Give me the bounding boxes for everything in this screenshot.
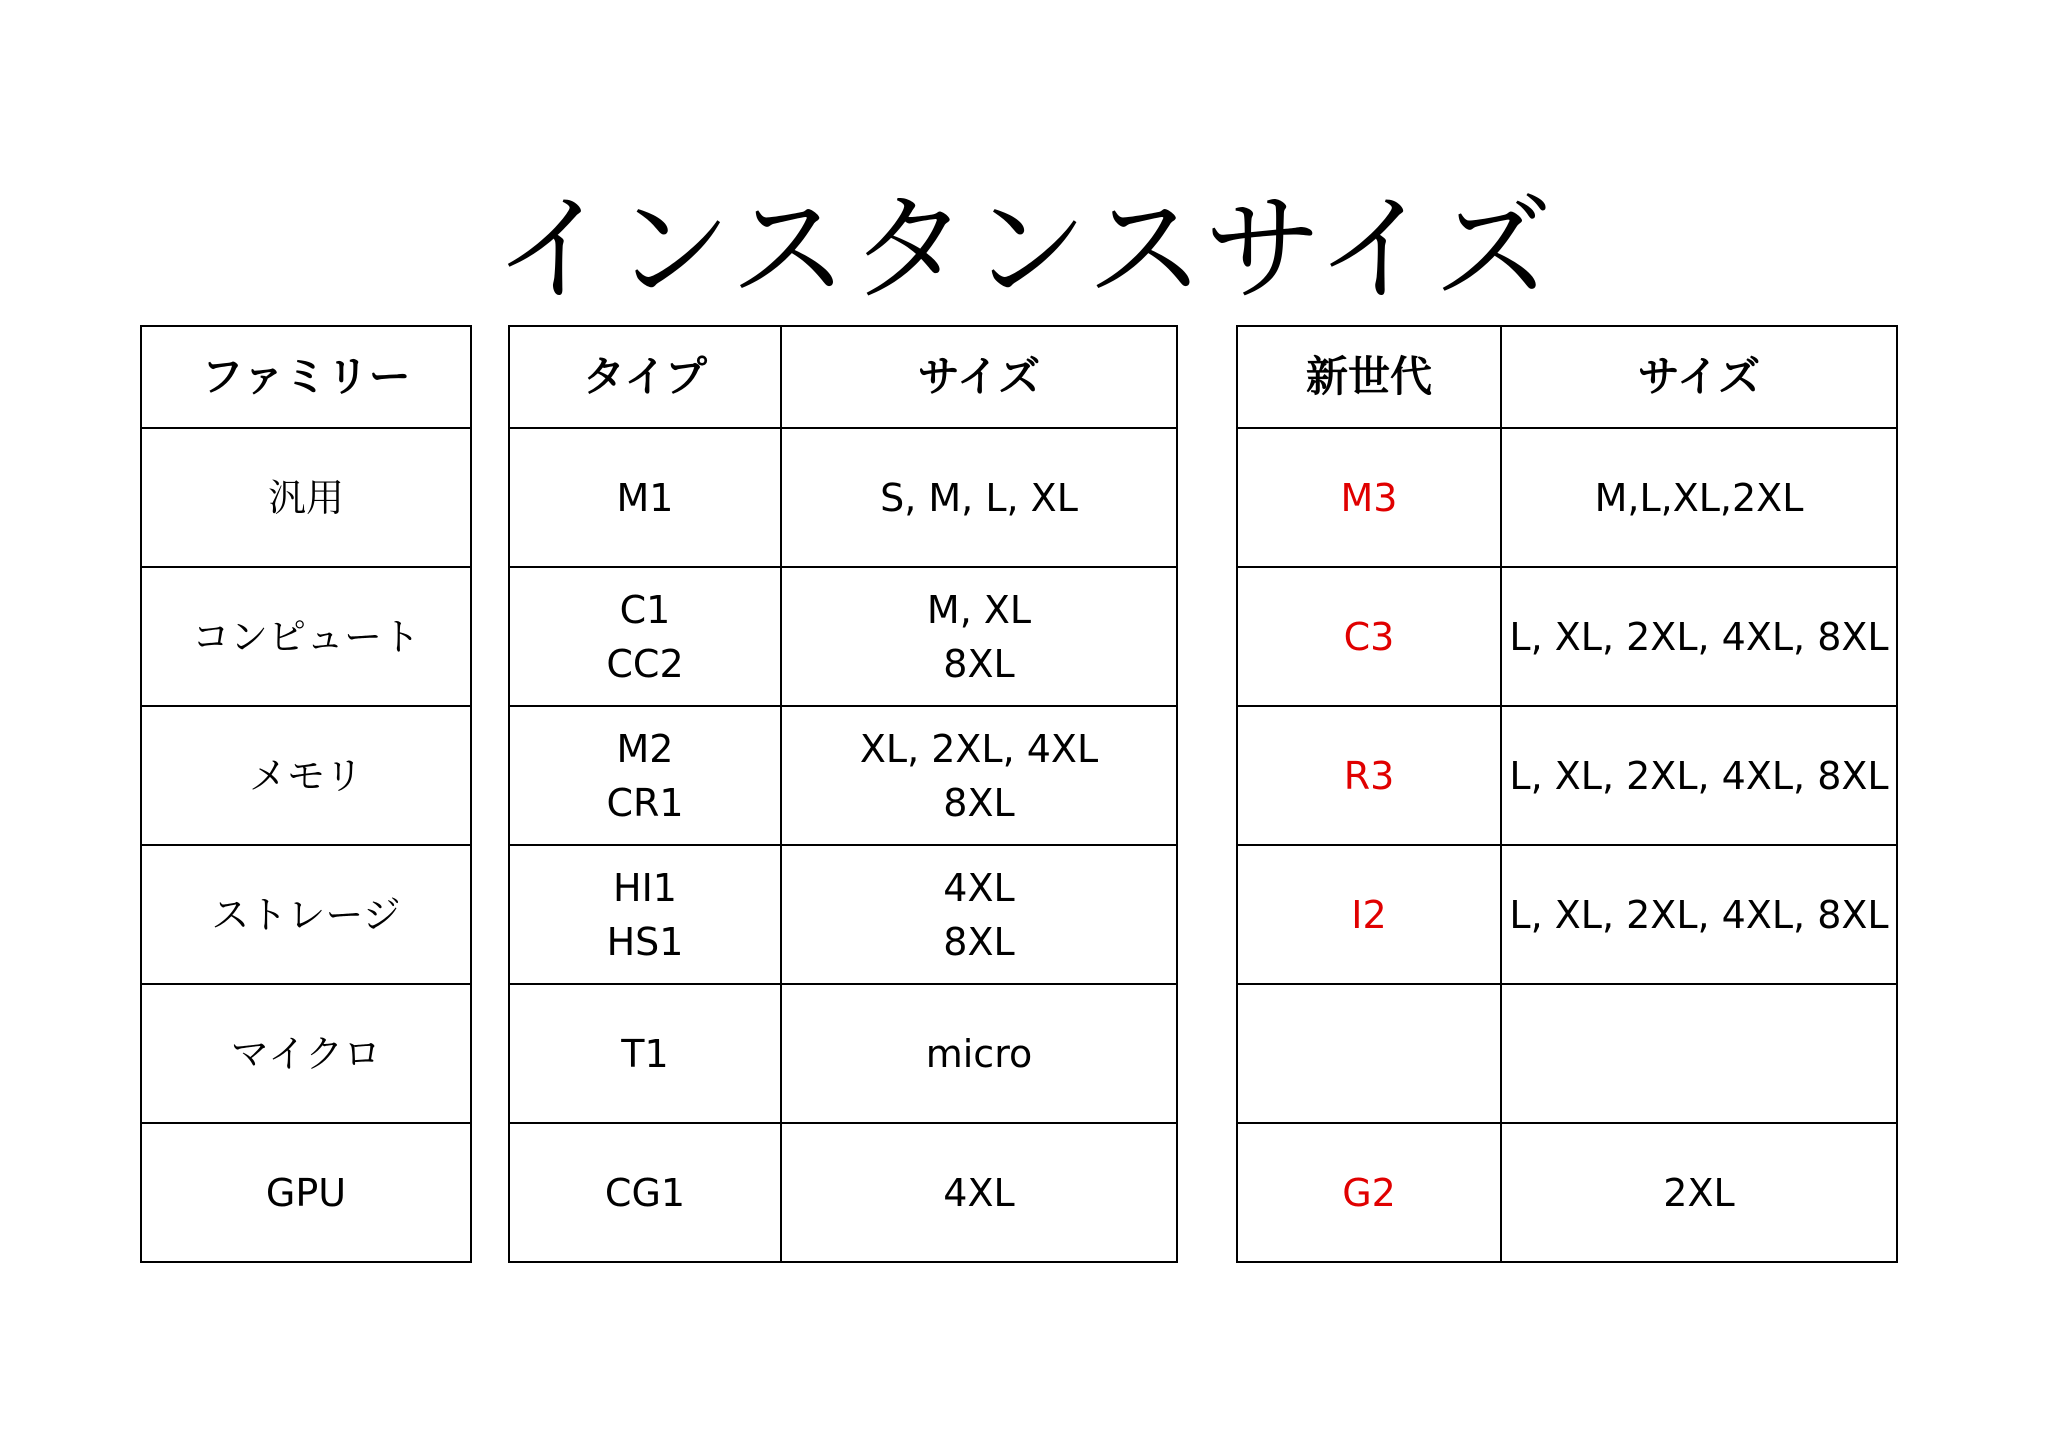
- size-value: 8XL: [943, 919, 1015, 964]
- size-value: XL, 2XL, 4XL: [859, 726, 1099, 771]
- size-header: サイズ: [781, 326, 1177, 428]
- new-size-cell: L, XL, 2XL, 4XL, 8XL: [1501, 845, 1897, 984]
- family-cell: ストレージ: [141, 845, 471, 984]
- family-cell: 汎用: [141, 428, 471, 567]
- type-cell: [509, 984, 781, 1123]
- type-size-table: [508, 325, 1178, 1263]
- size-value: micro: [925, 1031, 1033, 1076]
- type-cell: [509, 567, 781, 706]
- family-table: [140, 325, 472, 1263]
- new-generation-table: [1236, 325, 1898, 1263]
- size-value: M, XL: [926, 587, 1032, 632]
- type-value: HS1: [606, 919, 684, 964]
- type-cell: [509, 428, 781, 567]
- type-cell: [509, 706, 781, 845]
- new-generation-cell: [1237, 984, 1501, 1123]
- size-value: 4XL: [943, 1170, 1015, 1215]
- new-generation-cell: G2: [1237, 1123, 1501, 1262]
- new-size-cell: [1501, 984, 1897, 1123]
- type-header: タイプ: [509, 326, 781, 428]
- size-cell: [781, 984, 1177, 1123]
- type-value: CG1: [604, 1170, 686, 1215]
- type-value: M1: [616, 475, 674, 520]
- type-value: T1: [621, 1031, 669, 1076]
- family-cell: マイクロ: [141, 984, 471, 1123]
- size-cell: [781, 706, 1177, 845]
- new-size-cell: M,L,XL,2XL: [1501, 428, 1897, 567]
- type-cell: [509, 1123, 781, 1262]
- type-value: C1: [619, 587, 671, 632]
- size-cell: [781, 845, 1177, 984]
- new-generation-header: 新世代: [1237, 326, 1501, 428]
- new-size-header: サイズ: [1501, 326, 1897, 428]
- new-size-cell: L, XL, 2XL, 4XL, 8XL: [1501, 706, 1897, 845]
- family-cell: GPU: [141, 1123, 471, 1262]
- size-value: 8XL: [943, 780, 1015, 825]
- new-size-cell: L, XL, 2XL, 4XL, 8XL: [1501, 567, 1897, 706]
- size-value: 4XL: [943, 865, 1015, 910]
- new-generation-cell: C3: [1237, 567, 1501, 706]
- size-cell: [781, 1123, 1177, 1262]
- size-value: S, M, L, XL: [880, 475, 1078, 520]
- family-header: ファミリー: [141, 326, 471, 428]
- type-value: CR1: [606, 780, 684, 825]
- size-value: 8XL: [943, 641, 1015, 686]
- family-cell: メモリ: [141, 706, 471, 845]
- type-cell: [509, 845, 781, 984]
- size-cell: [781, 567, 1177, 706]
- type-value: HI1: [613, 865, 677, 910]
- type-value: CC2: [606, 641, 684, 686]
- type-value: M2: [616, 726, 674, 771]
- page-title: インスタンスサイズ: [493, 180, 1555, 319]
- new-size-cell: 2XL: [1501, 1123, 1897, 1262]
- new-generation-cell: I2: [1237, 845, 1501, 984]
- family-cell: コンピュート: [141, 567, 471, 706]
- new-generation-cell: M3: [1237, 428, 1501, 567]
- size-cell: [781, 428, 1177, 567]
- new-generation-cell: R3: [1237, 706, 1501, 845]
